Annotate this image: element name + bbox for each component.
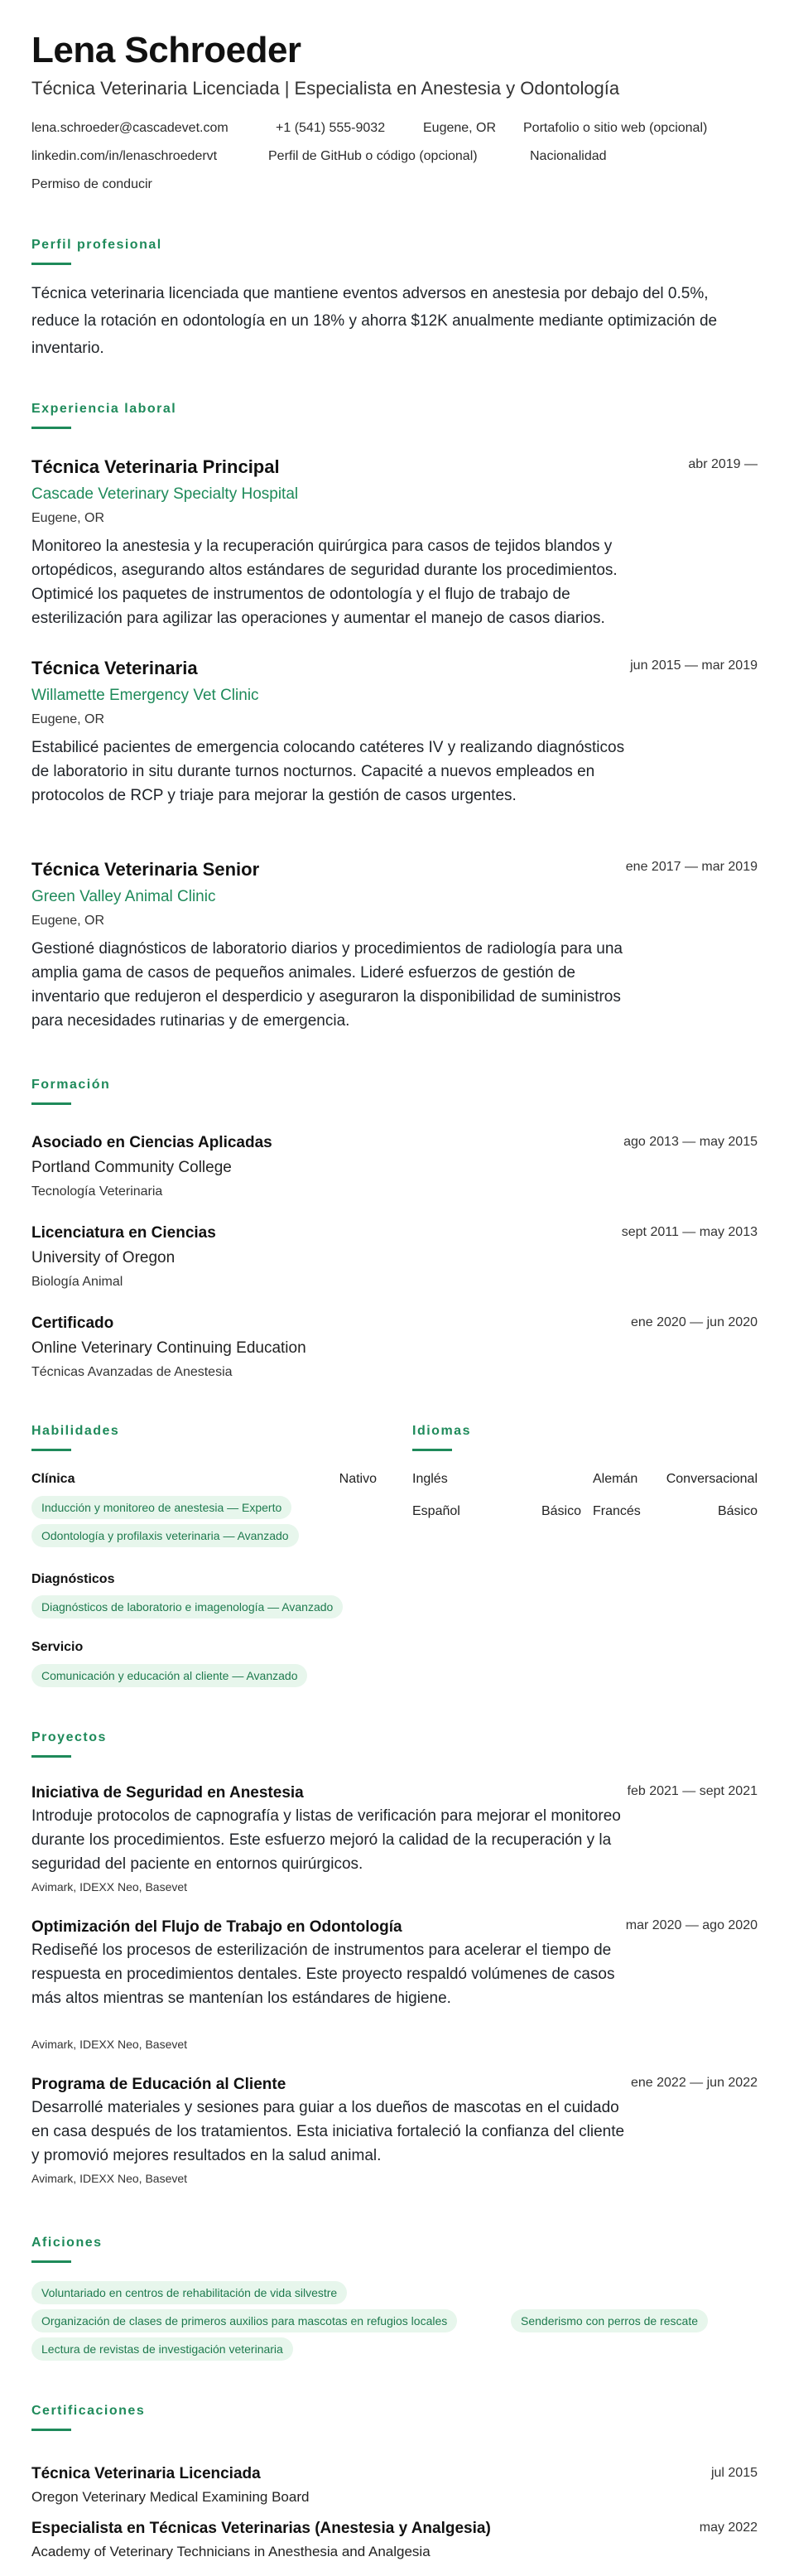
contact-nationality: Nacionalidad <box>530 149 607 163</box>
job-dates: jun 2015 — mar 2019 <box>630 658 758 673</box>
education-degree: Certificado <box>31 1315 114 1332</box>
job-dates: ene 2017 — mar 2019 <box>625 860 758 874</box>
section-rule <box>31 263 71 265</box>
candidate-name: Lena Schroeder <box>31 30 301 70</box>
job-organization: Green Valley Animal Clinic <box>31 888 216 905</box>
section-title-summary: Perfil profesional <box>31 238 162 252</box>
project-description: Introduje protocolos de capnografía y listas de verificación para mejorar el monitoreo durante los procedimientos. Este esfuerzo mejoró la calidad de la recuperación y la seguridad del paciente en entornos quirúrgicos. <box>31 1807 621 1873</box>
contact-email[interactable]: lena.schroeder@cascadevet.com <box>31 121 229 135</box>
job-organization: Cascade Veterinary Specialty Hospital <box>31 485 299 503</box>
hobby-chip: Voluntariado en centros de rehabilitación de vida silvestre <box>31 2281 347 2304</box>
section-rule <box>31 1102 71 1105</box>
education-degree: Asociado en Ciencias Aplicadas <box>31 1134 272 1151</box>
education-school: Online Veterinary Continuing Education <box>31 1339 306 1357</box>
certification-issuer: Academy of Veterinary Technicians in Anesthesia and Analgesia <box>31 2544 431 2559</box>
summary-text: Técnica veterinaria licenciada que mantiene eventos adversos en anestesia por debajo del 0.5%, reduce la rotación en odontología en un 18% y ahorra $12K anualmente mediante optimización de inventario. <box>31 285 718 357</box>
project-tools: Avimark, IDEXX Neo, Basevet <box>31 2038 188 2051</box>
job-description: Estabilicé pacientes de emergencia colocando catéteres IV y realizando diagnósticos de laboratorio in situ durante turnos nocturnos. Capacité a nuevos empleados en protocolos de RCP y triaje para mejorar la gestión de casos urgentes. <box>31 739 625 804</box>
job-title: Técnica Veterinaria <box>31 658 198 678</box>
language-level: Nativo <box>339 1472 377 1486</box>
project-title: Iniciativa de Seguridad en Anestesia <box>31 1784 304 1802</box>
education-dates: ago 2013 — may 2015 <box>623 1135 758 1149</box>
section-title-languages: Idiomas <box>412 1424 471 1438</box>
language-level: Básico <box>541 1504 581 1518</box>
skill-chip: Comunicación y educación al cliente — Avanzado <box>31 1664 307 1687</box>
skill-category: Servicio <box>31 1640 84 1654</box>
certification-issuer: Oregon Veterinary Medical Examining Board <box>31 2489 310 2505</box>
section-rule <box>412 1449 452 1451</box>
language-level: Básico <box>717 1504 758 1518</box>
job-description: Gestioné diagnósticos de laboratorio diarios y procedimientos de radiología para una amplia gama de casos de pequeños animales. Lideré esfuerzos de gestión de inventario que redujeron el desperdicio y aseguraron la disponibilidad de suministros para necesidades rutinarias y de emergencia. <box>31 940 623 1030</box>
skill-chip: Odontología y profilaxis veterinaria — Avanzado <box>31 1524 299 1547</box>
certification-date: may 2022 <box>699 2521 758 2535</box>
hobby-chip: Lectura de revistas de investigación veterinaria <box>31 2337 293 2361</box>
project-dates: feb 2021 — sept 2021 <box>627 1784 758 1798</box>
project-tools: Avimark, IDEXX Neo, Basevet <box>31 1880 188 1893</box>
section-title-certifications: Certificaciones <box>31 2404 146 2418</box>
skill-category: Diagnósticos <box>31 1572 115 1586</box>
certification-title: Técnica Veterinaria Licenciada <box>31 2465 261 2482</box>
contact-phone[interactable]: +1 (541) 555-9032 <box>276 121 386 135</box>
job-description: Monitoreo la anestesia y la recuperación quirúrgica para casos de tejidos blandos y ortopédicos, asegurando altos estándares de seguridad durante los procedimientos. Optimicé los paquetes de instrumentos de odontología y el flujo de trabajo de esterilización para agilizar las operaciones y aumentar el manejo de casos diarios. <box>31 538 618 627</box>
section-title-projects: Proyectos <box>31 1730 107 1744</box>
project-dates: mar 2020 — ago 2020 <box>625 1918 758 1932</box>
job-organization: Willamette Emergency Vet Clinic <box>31 687 259 704</box>
education-degree: Licenciatura en Ciencias <box>31 1224 216 1242</box>
project-description: Desarrollé materiales y sesiones para guiar a los dueños de mascotas en el cuidado en casa después de los tratamientos. Esta iniciativa fortaleció la confianza del cliente y promovió mejores resultados en la salud animal. <box>31 2099 625 2164</box>
education-school: Portland Community College <box>31 1159 232 1176</box>
section-rule <box>31 2429 71 2431</box>
section-title-experience: Experiencia laboral <box>31 402 177 416</box>
contact-license: Permiso de conducir <box>31 177 152 191</box>
hobby-chip: Organización de clases de primeros auxilios para mascotas en refugios locales <box>31 2309 457 2332</box>
education-dates: ene 2020 — jun 2020 <box>630 1315 758 1329</box>
project-description: Rediseñé los procesos de esterilización de instrumentos para acelerar el tiempo de respuesta en procedimientos dentales. Este proyecto respaldó volúmenes de casos más altos mientras se mantenían los estándares de higiene. <box>31 1942 615 2007</box>
section-title-hobbies: Aficiones <box>31 2236 103 2250</box>
education-field: Tecnología Veterinaria <box>31 1184 163 1199</box>
headline: Técnica Veterinaria Licenciada | Especialista en Anestesia y Odontología <box>31 78 620 99</box>
education-dates: sept 2011 — may 2013 <box>621 1225 758 1239</box>
job-location: Eugene, OR <box>31 914 105 928</box>
language-level: Conversacional <box>666 1472 758 1486</box>
contact-github[interactable]: Perfil de GitHub o código (opcional) <box>268 149 478 163</box>
education-field: Técnicas Avanzadas de Anestesia <box>31 1365 233 1379</box>
job-title: Técnica Veterinaria Principal <box>31 456 280 477</box>
contact-linkedin[interactable]: linkedin.com/in/lenaschroedervt <box>31 149 218 163</box>
skill-category: Clínica <box>31 1472 75 1486</box>
job-location: Eugene, OR <box>31 712 105 726</box>
project-tools: Avimark, IDEXX Neo, Basevet <box>31 2172 188 2185</box>
skill-chip: Diagnósticos de laboratorio e imagenología — Avanzado <box>31 1595 343 1618</box>
contact-portfolio[interactable]: Portafolio o sitio web (opcional) <box>523 121 708 135</box>
section-rule <box>31 427 71 429</box>
language-name: Alemán <box>593 1472 638 1486</box>
section-rule <box>31 1449 71 1451</box>
language-name: Español <box>412 1504 460 1518</box>
skill-chip: Inducción y monitoreo de anestesia — Experto <box>31 1496 291 1519</box>
job-title: Técnica Veterinaria Senior <box>31 859 260 880</box>
project-dates: ene 2022 — jun 2022 <box>630 2076 758 2090</box>
certification-date: jul 2015 <box>710 2466 758 2480</box>
job-location: Eugene, OR <box>31 511 105 525</box>
section-rule <box>31 2260 71 2263</box>
section-rule <box>31 1755 71 1758</box>
language-name: Francés <box>593 1504 641 1518</box>
hobby-chip: Senderismo con perros de rescate <box>511 2309 708 2332</box>
education-field: Biología Animal <box>31 1275 123 1289</box>
certification-title: Especialista en Técnicas Veterinarias (Anestesia y Analgesia) <box>31 2520 491 2537</box>
language-name: Inglés <box>412 1472 448 1486</box>
job-dates: abr 2019 — <box>688 457 758 471</box>
section-title-skills: Habilidades <box>31 1424 120 1438</box>
education-school: University of Oregon <box>31 1249 176 1266</box>
project-title: Optimización del Flujo de Trabajo en Odontología <box>31 1918 402 1936</box>
project-title: Programa de Educación al Cliente <box>31 2076 286 2093</box>
contact-location: Eugene, OR <box>423 121 497 135</box>
section-title-education: Formación <box>31 1078 111 1092</box>
